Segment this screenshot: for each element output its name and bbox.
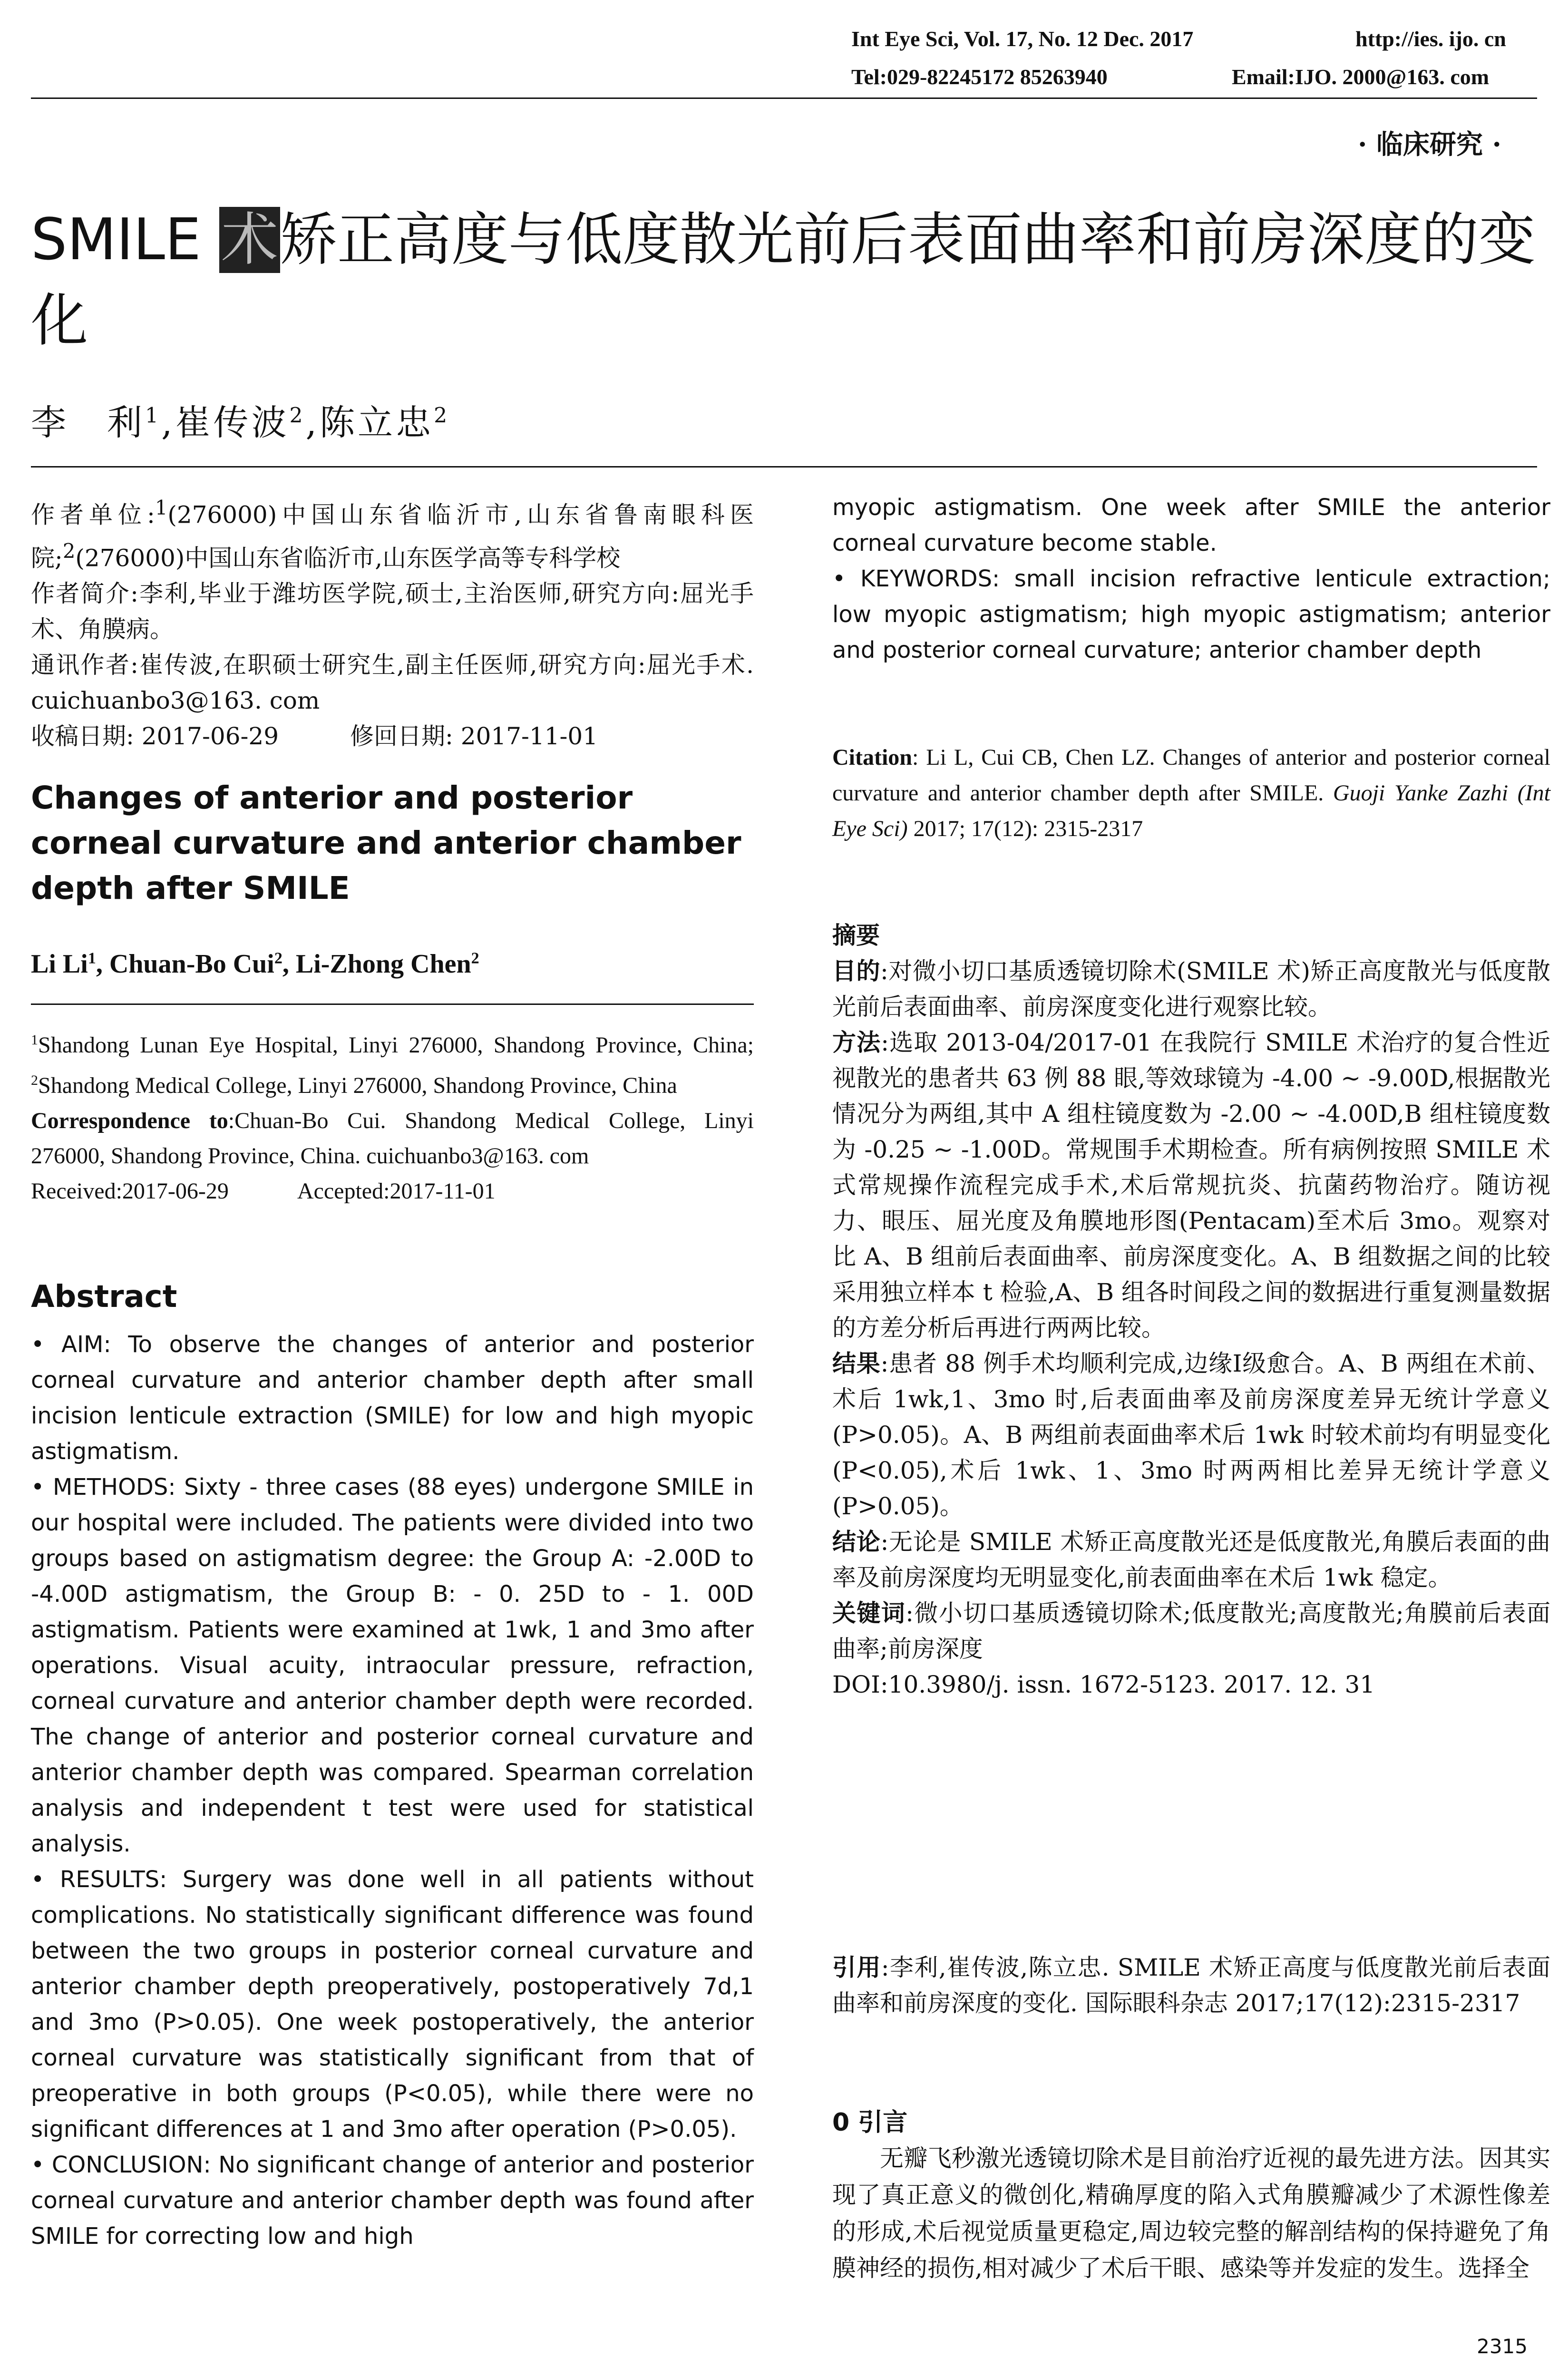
journal-tel: Tel:029-82245172 85263940 <box>851 65 1108 89</box>
author-rule <box>31 1003 754 1005</box>
english-title: Changes of anterior and posterior corneal curvature and anterior chamber depth after SMILE <box>31 779 741 906</box>
paper-title: SMILE 术矫正高度与低度散光前后表面曲率和前房深度的变化 <box>31 207 1536 354</box>
chinese-abstract: 摘要 目的:对微小切口基质透镜切除术(SMILE 术)矫正高度散光与低度散光前后表面曲率、前房深度变化进行观察比较。 方法:选取 2013-04/2017-01 在我院行 SMILE 术治疗的复合性近视散光的患者共 63 例 88 眼,等效球镜为 -4.00 ~ -9.00D,根据散光情况分为两组,其中 A 组柱镜度数为 -2.00 ~ -4.00D,B 组柱镜度数为 -0.25 ~ -1.00D。常规围手术期检查。所有病例按照 SMILE 术式常规操作流程完成手术,术后常规抗炎、抗菌药物治疗。随访视力、眼压、屈光度及角膜地形图(Pentacam)至术后 3mo。观察对比 A、B 组前后表面曲率、前房深度变化。A、B 组数据之间的比较采用独立样本 t 检验,A、B 组各时间段之间的数据进行重复测量数据的方差分析后再进行两两比较。 结果:患者 88 例手术均顺利完成,边缘Ⅰ级愈合。A、B 两组在术前、术后 1wk,1、3mo 时,后表面曲率及前房深度差异无统计学意义(P>0.05)。A、B 两组前表面曲率术后 1wk 时较术前均有明显变化(P<0.05),术后 1wk、1、3mo 时两两相比差异无统计学意义(P>0.05)。 结论:无论是 SMILE 术矫正高度散光还是低度散光,角膜后表面的曲率及前房深度均无明显变化,前表面曲率在术后 1wk 稳定。 关键词:微小切口基质透镜切除术;低度散光;高度散光;角膜前后表面曲率;前房深度 DOI:10.3980/j. issn. 1672-5123. 2017. 12. 31 <box>832 922 1551 1698</box>
journal-email: Email:IJO. 2000@163. com <box>1232 65 1490 89</box>
english-authors: Li Li$^1$, Chuan-Bo Cui$^2$, Li-Zhong Chen$^2$ <box>31 949 479 979</box>
abstract-heading: Abstract <box>31 1279 177 1315</box>
cn-author-info: 作者单位:$^1$(276000)中国山东省临沂市,山东省鲁南眼科医院;$^2$(276000)中国山东省临沂市,山东医学高等专科学校 作者简介:李利,毕业于潍坊医学院,硕士,主治医师,研究方向:屈光手术、角膜病。 通讯作者:崔传波,在职硕士研究生,副主任医师,研究方向:屈光手术. cuichuanbo3@163. com 收稿日期: 2017-06-29 修回日期: 2017-11-01 <box>31 496 754 750</box>
title-rule <box>31 466 1537 468</box>
journal-url: http://ies. ijo. cn <box>1355 27 1506 51</box>
affiliations: $^1$Shandong Lunan Eye Hospital, Linyi 276000, Shandong Province, China; $^2$Shandong Medical College, Linyi 276000, Shandong Province, China Correspondence to:Chuan-Bo Cui. Shandong Medical College, Linyi 276000, Shandong Province, China. cuichuanbo3@163. com Received:2017-06-29 Accepted:2017-11-01 <box>31 1032 754 1204</box>
journal-header: Int Eye Sci, Vol. 17, No. 12 Dec. 2017 <box>851 27 1194 51</box>
english-abstract-cont: myopic astigmatism. One week after SMILE the anterior corneal curvature become stable. • KEYWORDS: small incision refractive lenticule extraction; low myopic astigmatism; high myopic astigmatism; anterior and posterior corneal curvature; anterior chamber depth <box>832 494 1550 663</box>
english-abstract: • AIM: To observe the changes of anterior and posterior corneal curvature and anterior chamber depth after small incision lenticule extraction (SMILE) for low and high myopic astigmatism. • METHODS: Sixty - three cases (88 eyes) undergone SMILE in our hospital were included. The patients were divided into two groups based on astigmatism degree: the Group A: -2.00D to -4.00D astigmatism, the Group B: - 0. 25D to - 1. 00D astigmatism. Patients were examined at 1wk, 1 and 3mo after operations. Visual acuity, intraocular pressure, refraction, corneal curvature and anterior chamber depth were recorded. The change of anterior and posterior corneal curvature and anterior chamber depth was compared. Spearman correlation analysis and independent t test were used for statistical analysis. • RESULTS: Surgery was done well in all patients without complications. No statistically significant difference was found between the two groups in posterior corneal curvature and anterior chamber depth preoperatively, postoperatively 7d,1 and 3mo (P>0.05). One week postoperatively, the anterior corneal curvature was statistically significant from that of preoperative in both groups (P<0.05), while there were no significant differences at 1 and 3mo after operation (P>0.05). • CONCLUSION: No significant change of anterior and posterior corneal curvature and anterior chamber depth was found after SMILE for correcting low and high <box>31 1331 754 2250</box>
title-highlight-mark: 术 <box>219 207 280 273</box>
intro-heading: 0 引言 <box>832 2108 908 2137</box>
page-number: 2315 <box>1477 2335 1528 2358</box>
header-rule <box>31 97 1537 99</box>
intro-text: 无瓣飞秒激光透镜切除术是目前治疗近视的最先进方法。因其实现了真正意义的微创化,精确厚度的陷入式角膜瓣减少了术源性像差的形成,术后视觉质量更稳定,周边较完整的解剖结构的保持避免了角膜神经的损伤,相对减少了术后干眼、感染等并发症的发生。选择全 <box>832 2144 1550 2282</box>
authors-cn: 李 利$^1$,崔传波$^2$,陈立忠$^2$ <box>31 402 450 443</box>
section-tag: · 临床研究 · <box>1358 129 1501 160</box>
citation-cn: 引用:李利,崔传波,陈立忠. SMILE 术矫正高度与低度散光前后表面曲率和前房深度的变化. 国际眼科杂志 2017;17(12):2315-2317 <box>832 1954 1551 2017</box>
citation-en: Citation: Li L, Cui CB, Chen LZ. Changes of anterior and posterior corneal curvature and anterior chamber depth after SMILE. Guoji Yanke Zazhi (Int Eye Sci) 2017; 17(12): 2315-2317 <box>832 745 1551 841</box>
